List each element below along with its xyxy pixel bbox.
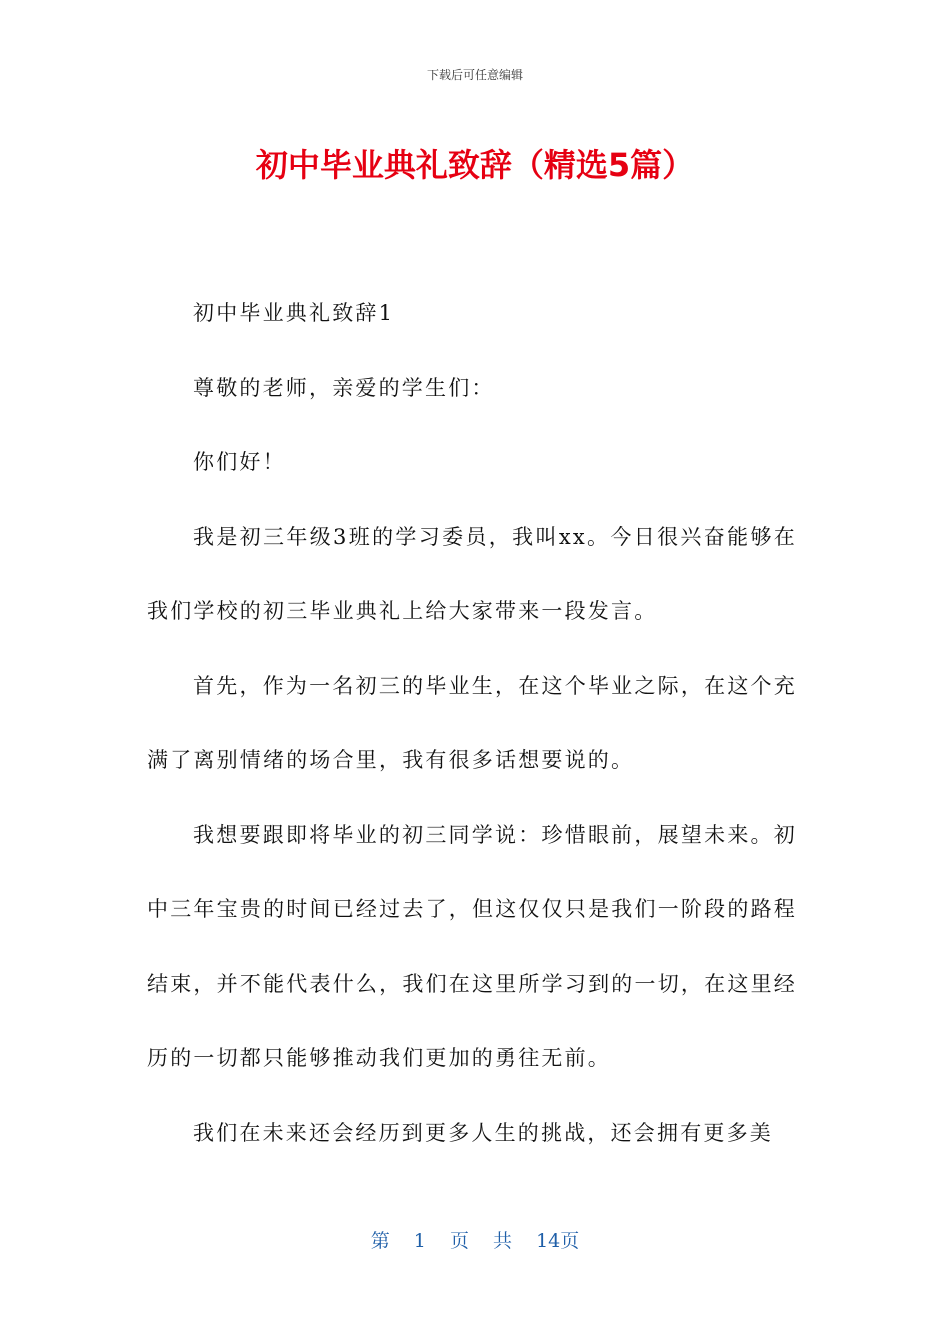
page-number-footer [0, 1226, 950, 1253]
paragraph-section-heading: 初中毕业典礼致辞1 [193, 301, 395, 325]
footer-total-prefix: 共 [493, 1230, 513, 1252]
paragraph-greeting: 你们好！ [193, 450, 286, 474]
footer-prefix: 第 [370, 1230, 390, 1252]
footer-page-label: 页 [449, 1230, 469, 1252]
document-title: 初中毕业典礼致辞（精选5篇） [255, 146, 695, 184]
paragraph: 我是初三年级3班的学习委员，我叫xx。今日很兴奋能够在我们学校的初三毕业典礼上给大家带来一段发言。 [147, 524, 797, 623]
document-body [147, 276, 797, 1170]
paragraph: 我想要跟即将毕业的初三同学说：珍惜眼前，展望未来。初中三年宝贵的时间已经过去了，但这仅仅只是我们一阶段的路程结束，并不能代表什么，我们在这里所学习到的一切，在这里经历的一切都只能够推动我们更加的勇往无前。 [147, 822, 797, 1070]
header-note: 下载后可任意编辑 [426, 68, 523, 82]
footer-current-page: 1 [413, 1230, 426, 1252]
paragraph-salutation: 尊敬的老师，亲爱的学生们： [193, 375, 495, 400]
paragraph: 首先，作为一名初三的毕业生，在这个毕业之际，在这个充满了离别情绪的场合里，我有很多话想要说的。 [147, 673, 797, 772]
footer-total-pages: 14页 [536, 1230, 580, 1252]
paragraph: 我们在未来还会经历到更多人生的挑战，还会拥有更多美 [193, 1120, 773, 1145]
